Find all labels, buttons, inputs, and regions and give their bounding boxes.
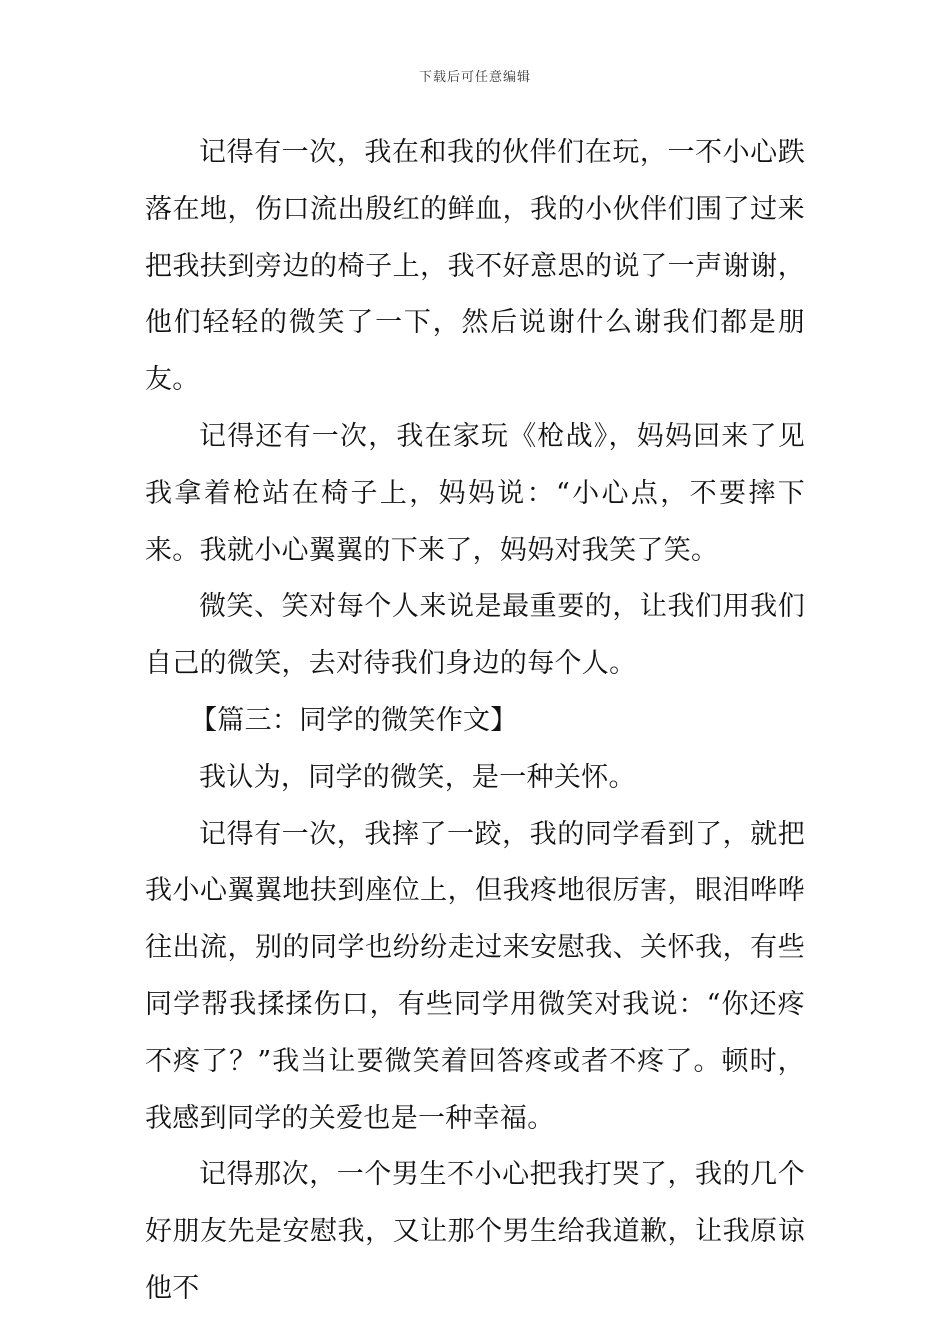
document-body <box>145 125 805 1318</box>
section-title: 【篇三：同学的微笑作文】 <box>190 704 518 736</box>
paragraph-gun-game: 记得还有一次，我在家玩《枪战》，妈妈回来了见我拿着枪站在椅子上，妈妈说：“小心点，不要摔下来。我就小心翼翼的下来了，妈妈对我笑了笑。 <box>145 420 805 566</box>
page-header-note: 下载后可任意编辑 <box>418 70 531 85</box>
paragraph-classmates-help: 记得有一次，我摔了一跤，我的同学看到了，就把我小心翼翼地扶到座位上，但我疼地很厉害，眼泪哗哗往出流，别的同学也纷纷走过来安慰我、关怀我，有些同学帮我揉揉伤口，有些同学用微笑对我说：“你还疼不疼了？”我当让要微笑着回答疼或者不疼了。顿时，我感到同学的关爱也是一种幸福。 <box>145 818 805 1134</box>
paragraph-care-statement: 我认为，同学的微笑，是一种关怀。 <box>199 761 636 793</box>
paragraph-fall-while-playing: 记得有一次，我在和我的伙伴们在玩，一不小心跌落在地，伤口流出殷红的鲜血，我的小伙伴们围了过来把我扶到旁边的椅子上，我不好意思的说了一声谢谢，他们轻轻的微笑了一下，然后说谢什么谢我们都是朋友。 <box>145 137 805 396</box>
paragraph-apology: 记得那次，一个男生不小心把我打哭了，我的几个好朋友先是安慰我，又让那个男生给我道歉，让我原谅他不 <box>145 1159 805 1304</box>
paragraph-smile-importance: 微笑、笑对每个人来说是最重要的，让我们用我们自己的微笑，去对待我们身边的每个人。 <box>145 591 805 680</box>
